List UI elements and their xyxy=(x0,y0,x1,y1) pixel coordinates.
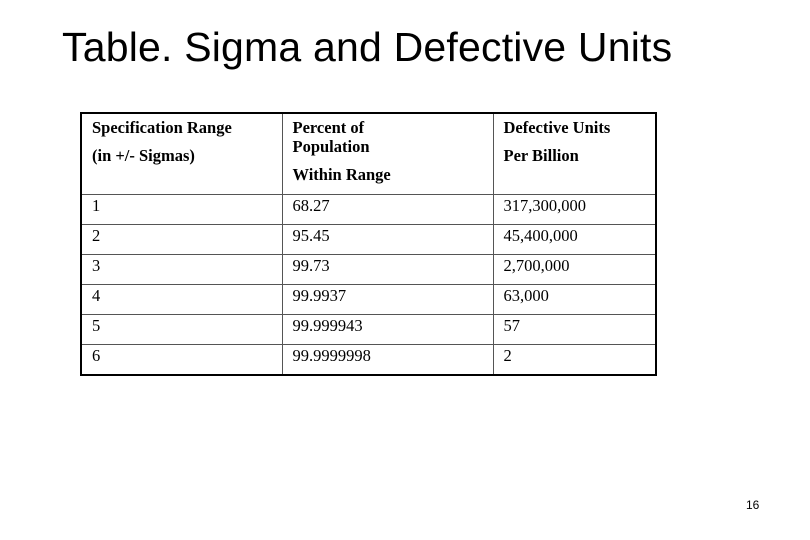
header-line: Percent of xyxy=(292,118,365,137)
header-specification-range xyxy=(81,113,282,195)
cell-defects: 2 xyxy=(493,345,656,376)
cell-percent: 68.27 xyxy=(282,195,493,225)
cell-defects: 63,000 xyxy=(493,285,656,315)
header-line: Per Billion xyxy=(503,146,579,165)
cell-percent: 95.45 xyxy=(282,225,493,255)
table-row xyxy=(81,255,656,285)
cell-defects: 57 xyxy=(493,315,656,345)
header-line: Defective Units xyxy=(503,118,611,137)
sigma-table-container xyxy=(80,112,655,376)
cell-sigma: 3 xyxy=(81,255,282,285)
page-number: 16 xyxy=(746,498,760,512)
table-row xyxy=(81,225,656,255)
cell-defects: 45,400,000 xyxy=(493,225,656,255)
cell-percent: 99.9999998 xyxy=(282,345,493,376)
table-header-row xyxy=(81,113,656,195)
cell-defects: 2,700,000 xyxy=(493,255,656,285)
header-defective-units xyxy=(493,113,656,195)
cell-sigma: 5 xyxy=(81,315,282,345)
header-line: (in +/- Sigmas) xyxy=(92,146,195,165)
cell-sigma: 4 xyxy=(81,285,282,315)
cell-sigma: 1 xyxy=(81,195,282,225)
table-row xyxy=(81,285,656,315)
table-row xyxy=(81,195,656,225)
table-row xyxy=(81,345,656,376)
header-line: Population xyxy=(292,137,370,156)
header-percent-within-range xyxy=(282,113,493,195)
header-line: Within Range xyxy=(292,165,391,184)
cell-sigma: 6 xyxy=(81,345,282,376)
cell-percent: 99.73 xyxy=(282,255,493,285)
cell-percent: 99.9937 xyxy=(282,285,493,315)
cell-defects: 317,300,000 xyxy=(493,195,656,225)
table-row xyxy=(81,315,656,345)
cell-percent: 99.999943 xyxy=(282,315,493,345)
cell-sigma: 2 xyxy=(81,225,282,255)
sigma-defects-table xyxy=(80,112,657,376)
header-line: Specification Range xyxy=(92,118,232,137)
slide-title: Table. Sigma and Defective Units xyxy=(62,24,673,70)
